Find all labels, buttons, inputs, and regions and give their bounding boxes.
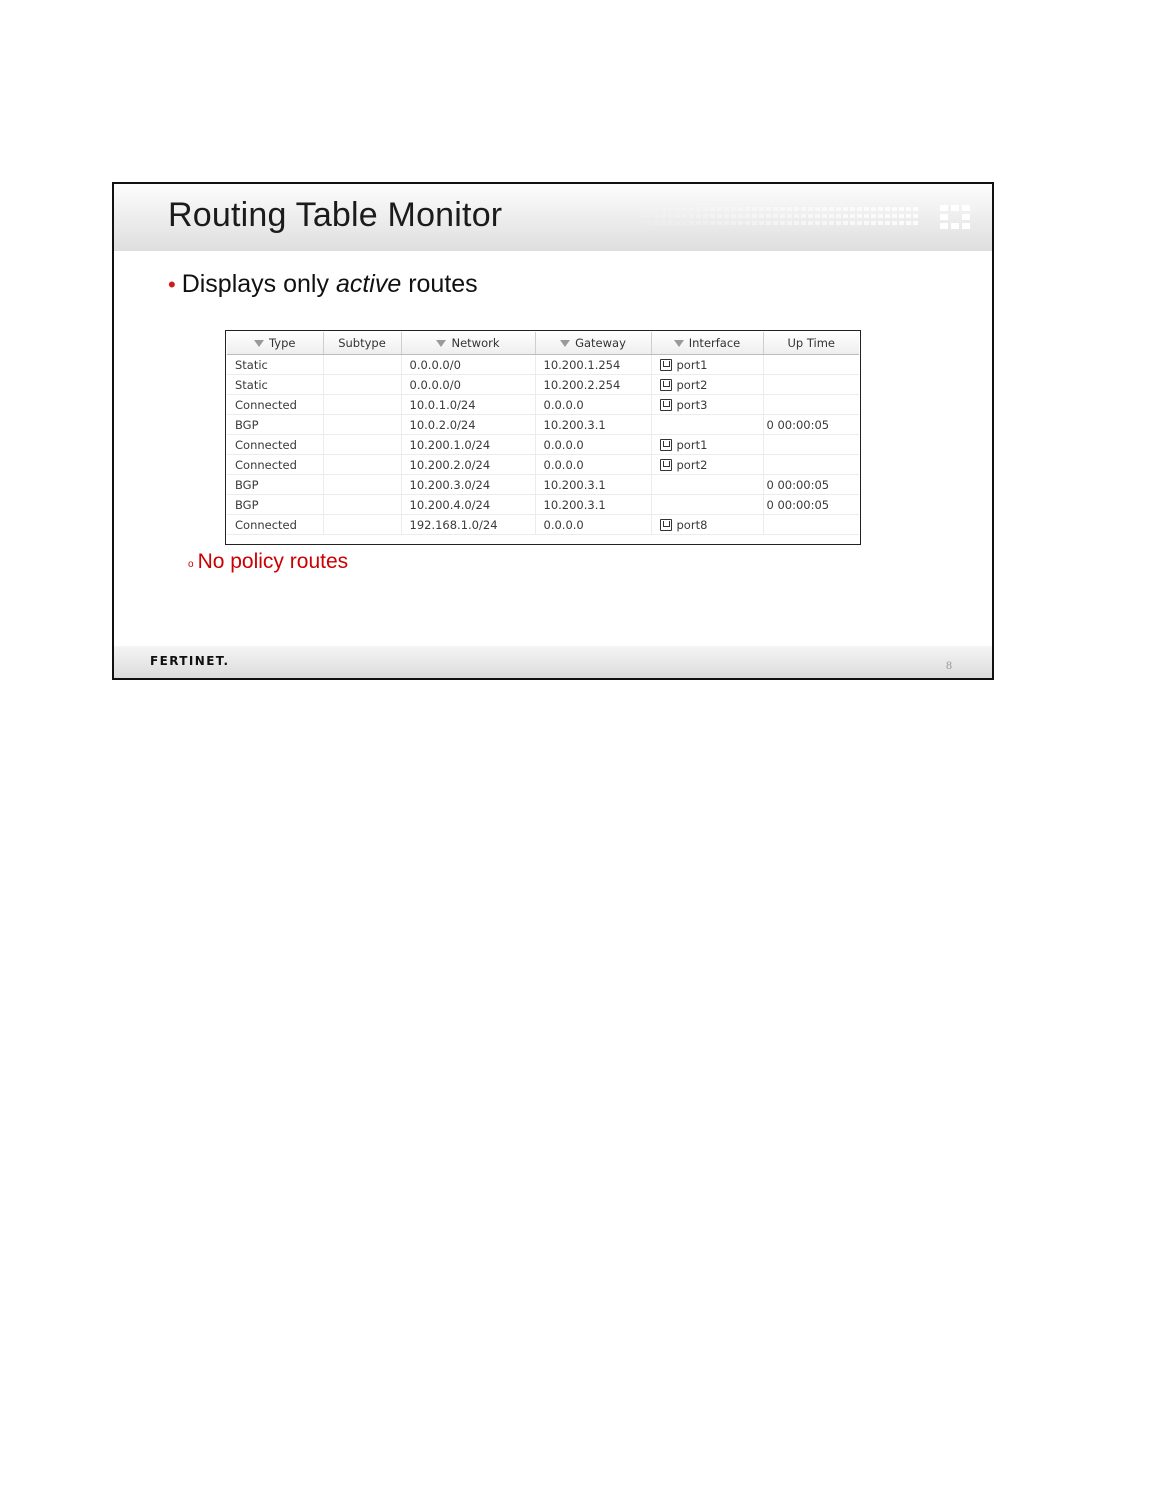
table-row[interactable] <box>227 435 859 455</box>
routing-table-body <box>227 355 859 535</box>
cell-interface: port3 <box>651 395 763 415</box>
cell-gateway: 10.200.1.254 <box>535 355 651 375</box>
cell-type: BGP <box>227 475 323 495</box>
table-row[interactable] <box>227 395 859 415</box>
cell-uptime <box>763 435 859 455</box>
cell-gateway: 0.0.0.0 <box>535 455 651 475</box>
cell-uptime <box>763 375 859 395</box>
table-row[interactable] <box>227 355 859 375</box>
cell-interface: port2 <box>651 375 763 395</box>
bullet-suffix: routes <box>401 270 478 298</box>
cell-type: Connected <box>227 395 323 415</box>
cell-subtype <box>323 355 401 375</box>
cell-network: 10.200.1.0/24 <box>401 435 535 455</box>
decorative-dots <box>640 206 970 228</box>
cell-subtype <box>323 435 401 455</box>
table-row[interactable] <box>227 515 859 535</box>
cell-network: 0.0.0.0/0 <box>401 355 535 375</box>
cell-uptime <box>763 395 859 415</box>
cell-type: Connected <box>227 515 323 535</box>
cell-interface: port8 <box>651 515 763 535</box>
cell-subtype <box>323 395 401 415</box>
cell-interface <box>651 475 763 495</box>
cell-subtype <box>323 415 401 435</box>
bullet-prefix: Displays only <box>181 270 336 298</box>
cell-uptime <box>763 515 859 535</box>
filter-icon[interactable] <box>436 340 446 347</box>
cell-interface: port1 <box>651 355 763 375</box>
cell-type: Connected <box>227 435 323 455</box>
column-header-interface[interactable]: Interface <box>651 332 763 355</box>
port-icon <box>660 459 672 471</box>
port-icon <box>660 439 672 451</box>
bullet-emphasis: active <box>335 270 402 298</box>
cell-gateway: 0.0.0.0 <box>535 395 651 415</box>
table-row[interactable] <box>227 475 859 495</box>
slide <box>112 182 994 680</box>
sub-bullet-text: No policy routes <box>197 550 349 573</box>
table-row[interactable] <box>227 415 859 435</box>
cell-subtype <box>323 375 401 395</box>
cell-subtype <box>323 475 401 495</box>
cell-uptime: 0 00:00:05 <box>763 495 859 515</box>
cell-gateway: 0.0.0.0 <box>535 435 651 455</box>
cell-interface: port1 <box>651 435 763 455</box>
cell-subtype <box>323 515 401 535</box>
column-header-uptime[interactable]: Up Time <box>763 332 859 355</box>
cell-interface <box>651 495 763 515</box>
port-icon <box>660 379 672 391</box>
table-header-row <box>227 332 859 355</box>
slide-footer <box>114 646 992 678</box>
fortinet-squares-icon <box>940 205 970 229</box>
bullet-active-routes <box>168 270 478 299</box>
cell-subtype <box>323 495 401 515</box>
filter-icon[interactable] <box>674 340 684 347</box>
cell-network: 10.0.1.0/24 <box>401 395 535 415</box>
routing-table-screenshot <box>225 330 861 545</box>
page-number: 8 <box>946 658 952 672</box>
port-icon <box>660 399 672 411</box>
cell-uptime: 0 00:00:05 <box>763 475 859 495</box>
fortinet-logo: FERTINET. <box>150 654 230 668</box>
cell-interface <box>651 415 763 435</box>
cell-network: 10.200.4.0/24 <box>401 495 535 515</box>
bullet-dot-icon: • <box>168 272 176 297</box>
cell-gateway: 10.200.3.1 <box>535 475 651 495</box>
sub-bullet-policy-routes <box>188 550 348 574</box>
cell-type: Static <box>227 355 323 375</box>
cell-interface: port2 <box>651 455 763 475</box>
cell-uptime: 0 00:00:05 <box>763 415 859 435</box>
column-header-network[interactable]: Network <box>401 332 535 355</box>
cell-type: BGP <box>227 415 323 435</box>
slide-title: Routing Table Monitor <box>168 196 503 234</box>
cell-type: BGP <box>227 495 323 515</box>
table-row[interactable] <box>227 495 859 515</box>
column-header-gateway[interactable]: Gateway <box>535 332 651 355</box>
cell-gateway: 0.0.0.0 <box>535 515 651 535</box>
table-row[interactable] <box>227 375 859 395</box>
cell-network: 10.200.2.0/24 <box>401 455 535 475</box>
filter-icon[interactable] <box>560 340 570 347</box>
port-icon <box>660 519 672 531</box>
cell-network: 10.0.2.0/24 <box>401 415 535 435</box>
column-header-type[interactable]: Type <box>227 332 323 355</box>
cell-type: Static <box>227 375 323 395</box>
table-row[interactable] <box>227 455 859 475</box>
cell-network: 10.200.3.0/24 <box>401 475 535 495</box>
sub-bullet-dot-icon: o <box>188 559 194 570</box>
column-header-subtype[interactable]: Subtype <box>323 332 401 355</box>
port-icon <box>660 359 672 371</box>
slide-header <box>114 184 992 251</box>
cell-network: 192.168.1.0/24 <box>401 515 535 535</box>
cell-gateway: 10.200.3.1 <box>535 415 651 435</box>
cell-gateway: 10.200.2.254 <box>535 375 651 395</box>
cell-type: Connected <box>227 455 323 475</box>
routing-table <box>227 332 859 535</box>
cell-gateway: 10.200.3.1 <box>535 495 651 515</box>
filter-icon[interactable] <box>254 340 264 347</box>
cell-network: 0.0.0.0/0 <box>401 375 535 395</box>
cell-subtype <box>323 455 401 475</box>
cell-uptime <box>763 355 859 375</box>
cell-uptime <box>763 455 859 475</box>
